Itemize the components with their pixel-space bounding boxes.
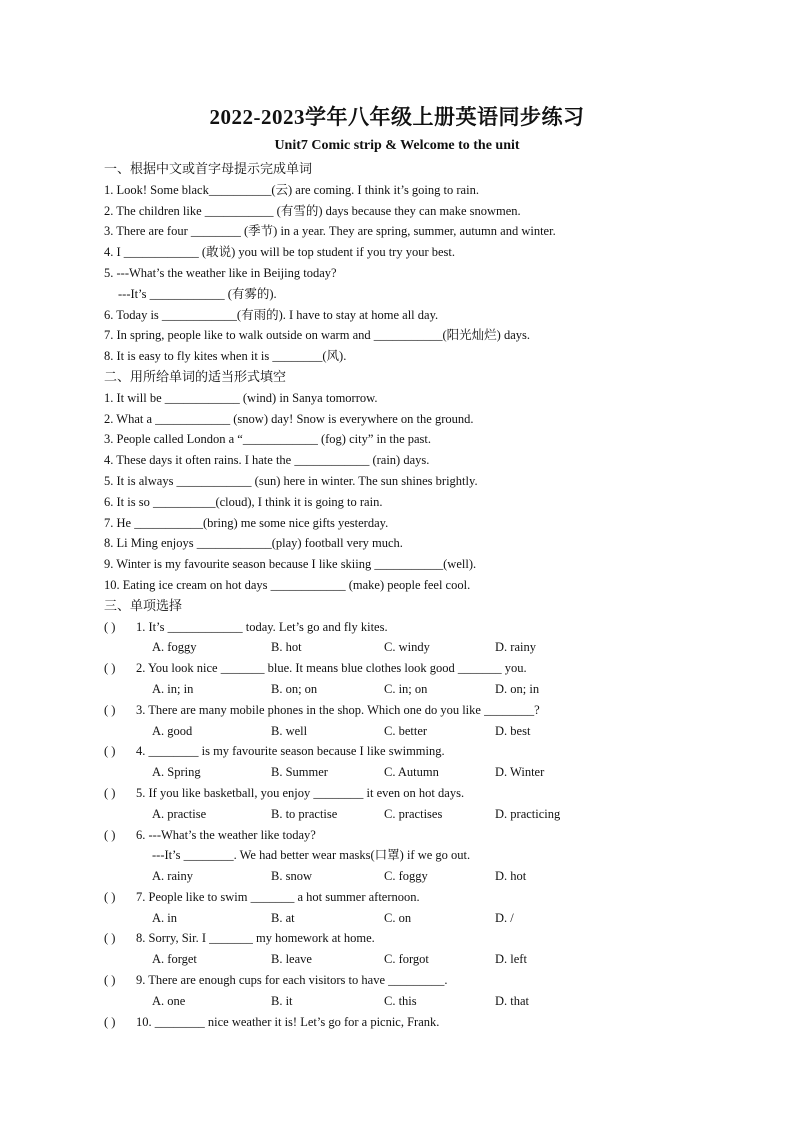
option-b: B. well [271,723,308,738]
question-stem: 2. You look nice _______ blue. It means blue clothes look good _______ you. [136,661,527,676]
option-c: C. foggy [384,869,428,884]
option-b: B. snow [271,869,312,884]
option-d: D. on; in [495,681,540,696]
mc-options [104,949,704,970]
option-a: A. foggy [152,640,197,655]
mc-question [104,825,704,846]
option-c: C. on [384,910,412,925]
section-3-heading: 三、单项选择 [104,597,183,613]
answer-blank[interactable]: ( ) [104,785,116,800]
mc-question [104,617,704,638]
mc-options [104,637,704,658]
option-a: A. Spring [152,765,201,780]
section-2-question: 2. What a ____________ (snow) day! Snow is everywhere on the ground. [104,411,474,426]
section-2-question: 4. These days it often rains. I hate the ____________ (rain) days. [104,453,430,468]
answer-blank[interactable]: ( ) [104,827,116,842]
section-1-question: 7. In spring, people like to walk outside on warm and ___________(阳光灿烂) days. [104,328,530,343]
mc-options [104,866,704,887]
section-2-question: 10. Eating ice cream on hot days ____________ (make) people feel cool. [104,577,471,592]
section-2-question: 3. People called London a “____________ (fog) city” in the past. [104,432,432,447]
option-d: D. rainy [495,640,536,655]
option-c: C. better [384,723,428,738]
mc-options [104,908,704,929]
option-b: B. it [271,993,293,1008]
option-c: C. this [384,993,417,1008]
option-d: D. that [495,993,530,1008]
mc-options [104,804,704,825]
section-2-question: 6. It is so __________(cloud), I think it is going to rain. [104,494,383,509]
option-b: B. hot [271,640,302,655]
section-1-heading: 一、根据中文或首字母提示完成单词 [104,161,313,176]
mc-options [104,721,704,742]
section-1-question: 1. Look! Some black__________(云) are coming. I think it’s going to rain. [104,182,479,197]
option-b: B. leave [271,952,312,967]
option-d: D. / [495,910,514,925]
worksheet-content [104,159,704,1032]
mc-question [104,741,704,762]
answer-blank[interactable]: ( ) [104,931,116,946]
option-d: D. left [495,952,527,967]
section-1-question: 6. Today is ____________(有雨的). I have to stay at home all day. [104,307,439,322]
mc-options [104,991,704,1012]
section-1-question: 3. There are four ________ (季节) in a year. They are spring, summer, autumn and winter. [104,224,556,239]
option-c: C. Autumn [384,765,439,780]
question-stem: 5. If you like basketball, you enjoy ________ it even on hot days. [136,785,465,800]
option-b: B. Summer [271,765,328,780]
mc-options [104,679,704,700]
answer-blank[interactable]: ( ) [104,661,116,676]
question-stem: 6. ---What’s the weather like today? [136,827,316,842]
question-stem: 4. ________ is my favourite season because I like swimming. [136,744,445,759]
answer-blank[interactable]: ( ) [104,1014,116,1029]
mc-question [104,783,704,804]
question-stem: 3. There are many mobile phones in the shop. Which one do you like ________? [136,702,540,717]
mc-options [104,762,704,783]
option-a: A. forget [152,952,197,967]
answer-blank[interactable]: ( ) [104,619,116,634]
option-c: C. practises [384,806,443,821]
section-2-question: 5. It is always ____________ (sun) here in winter. The sun shines brightly. [104,473,478,488]
mc-question [104,700,704,721]
answer-blank[interactable]: ( ) [104,889,116,904]
section-1-question: 5. ---What’s the weather like in Beijing today? [104,265,337,280]
section-1-question: 2. The children like ___________ (有雪的) days because they can make snowmen. [104,203,521,218]
mc-question [104,658,704,679]
question-stem: 1. It’s ____________ today. Let’s go and fly kites. [136,619,388,634]
answer-blank[interactable]: ( ) [104,744,116,759]
question-stem: 10. ________ nice weather it is! Let’s go for a picnic, Frank. [136,1014,440,1029]
option-c: C. windy [384,640,430,655]
question-stem: 7. People like to swim _______ a hot summer afternoon. [136,889,420,904]
section-1-question-continuation: ---It’s ____________ (有雾的). [118,286,277,301]
option-d: D. practicing [495,806,561,821]
section-2-question: 1. It will be ____________ (wind) in Sanya tomorrow. [104,390,378,405]
mc-question [104,970,704,991]
section-1-question: 8. It is easy to fly kites when it is ________(风). [104,349,347,364]
option-a: A. good [152,723,193,738]
option-c: C. in; on [384,681,428,696]
option-d: D. hot [495,869,527,884]
mc-question [104,928,704,949]
option-a: A. one [152,993,186,1008]
mc-question [104,887,704,908]
page-subtitle: Unit7 Comic strip & Welcome to the unit [274,138,520,153]
option-b: B. on; on [271,681,318,696]
section-1-question: 4. I ____________ (敢说) you will be top student if you try your best. [104,245,456,260]
option-b: B. at [271,910,295,925]
option-a: A. in [152,910,177,925]
section-2-question: 8. Li Ming enjoys ____________(play) football very much. [104,536,403,551]
section-2-question: 7. He ___________(bring) me some nice gifts yesterday. [104,515,389,530]
option-c: C. forgot [384,952,429,967]
page-title: 2022-2023学年八年级上册英语同步练习 [209,105,585,129]
question-stem: 9. There are enough cups for each visitors to have _________. [136,973,448,988]
mc-question [104,1012,704,1033]
section-2-question: 9. Winter is my favourite season because I like skiing ___________(well). [104,557,477,572]
answer-blank[interactable]: ( ) [104,702,116,717]
option-b: B. to practise [271,806,338,821]
question-stem-continuation: ---It’s ________. We had better wear masks(口罩) if we go out. [152,848,471,863]
option-d: D. Winter [495,765,545,780]
question-stem: 8. Sorry, Sir. I _______ my homework at home. [136,931,375,946]
option-a: A. rainy [152,869,193,884]
option-d: D. best [495,723,531,738]
option-a: A. in; in [152,681,194,696]
option-a: A. practise [152,806,207,821]
section-2-heading: 二、用所给单词的适当形式填空 [104,368,287,384]
answer-blank[interactable]: ( ) [104,973,116,988]
